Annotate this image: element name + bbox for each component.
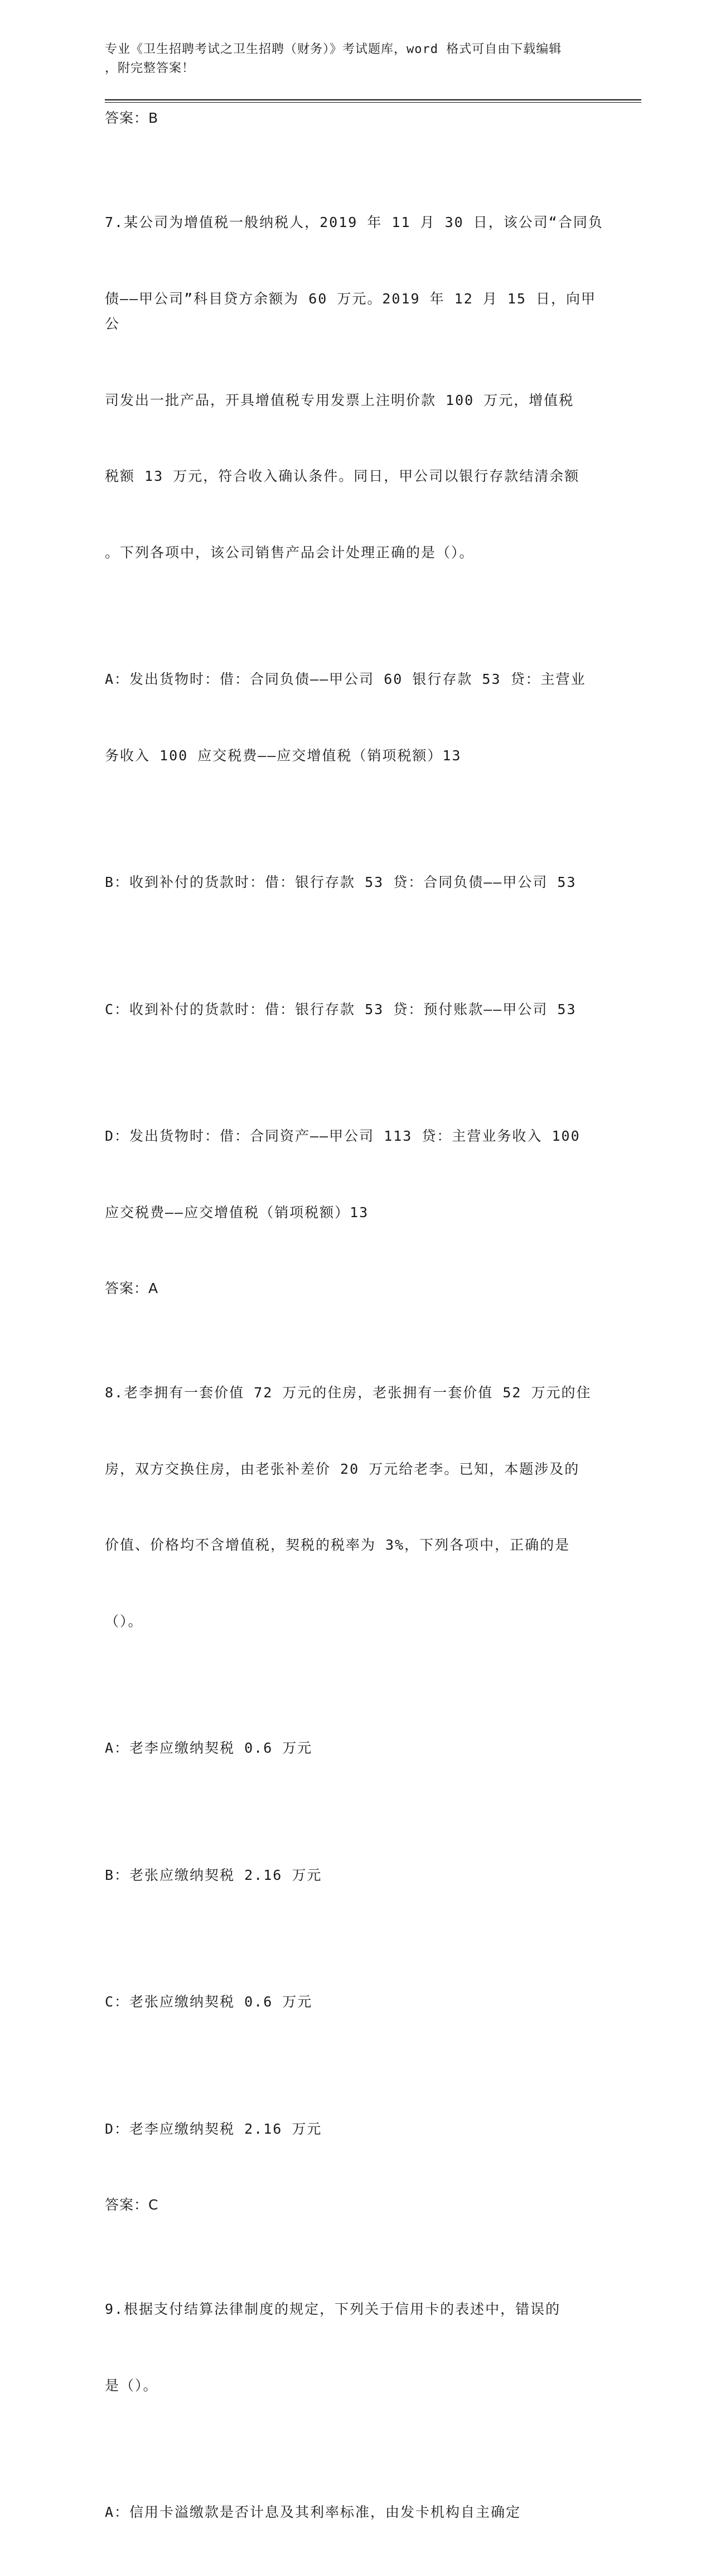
question-line: 是（）。 [105,2377,158,2394]
option-line: C：收到补付的货款时：借：银行存款 53 贷：预付账款——甲公司 53 [105,1001,577,1017]
question-8 [105,1329,607,2218]
option-line: D：老李应缴纳契税 2.16 万元 [105,2120,322,2137]
option-line: A：信用卡溢缴款是否计息及其利率标准，由发卡机构自主确定 [105,2504,521,2520]
option-line: B：老张应缴纳契税 2.16 万元 [105,1866,322,1883]
option-c [105,946,607,1073]
option-line: C：老张应缴纳契税 0.6 万元 [105,1994,313,2010]
option-a [105,616,607,819]
option-a [105,2449,607,2576]
header-divider-thin [105,102,641,103]
option-line: B：收到补付的货款时：借：银行存款 53 贷：合同负债——甲公司 53 [105,874,577,890]
option-a [105,1685,607,1812]
question-line: 价值、价格均不含增值税，契税的税率为 3%，下列各项中，正确的是 [105,1537,570,1553]
question-7-text [105,159,607,616]
option-line: A：老李应缴纳契税 0.6 万元 [105,1740,313,1756]
question-8-answer: 答案：C [105,2197,159,2213]
question-line: 。下列各项中，该公司销售产品会计处理正确的是（）。 [105,544,475,561]
option-b [105,819,607,946]
question-content [105,105,607,2576]
option-d [105,1073,607,1276]
option-line: D：发出货物时：借：合同资产——甲公司 113 贷：主营业务收入 100 [105,1128,581,1144]
question-line: 债——甲公司”科目贷方余额为 60 万元。2019 年 12 月 15 日，向甲公 [105,290,597,332]
option-line: 务收入 100 应交税费——应交增值税（销项税额）13 [105,747,462,764]
header-divider-thick [105,99,641,100]
header-line-1: 专业《卫生招聘考试之卫生招聘（财务）》考试题库，word 格式可自由下载编辑 [105,42,562,56]
question-line: 税额 13 万元，符合收入确认条件。同日，甲公司以银行存款结清余额 [105,468,580,484]
question-line: 房，双方交换住房，由老张补差价 20 万元给老李。已知，本题涉及的 [105,1460,580,1477]
question-9-text [105,2246,607,2449]
question-7-answer: 答案：A [105,1280,159,1296]
option-line: 应交税费——应交增值税（销项税额）13 [105,1204,369,1221]
option-b [105,1812,607,1939]
option-d [105,2066,607,2193]
question-9 [105,2246,607,2576]
header-line-2: ，附完整答案！ [105,61,195,75]
question-line: （）。 [105,1613,143,1629]
question-7 [105,159,607,1301]
previous-answer: 答案：B [105,110,159,126]
question-line: 8.老李拥有一套价值 72 万元的住房，老张拥有一套价值 52 万元的住 [105,1385,592,1401]
question-line: 7.某公司为增值税一般纳税人，2019 年 11 月 30 日，该公司“合同负 [105,214,603,230]
option-line: A：发出货物时：借：合同负债——甲公司 60 银行存款 53 贷：主营业 [105,671,586,687]
question-line: 9.根据支付结算法律制度的规定，下列关于信用卡的表述中，错误的 [105,2301,561,2317]
page-header [105,40,607,78]
option-c [105,1938,607,2066]
question-8-text [105,1329,607,1685]
question-line: 司发出一批产品，开具增值税专用发票上注明价款 100 万元，增值税 [105,392,574,408]
